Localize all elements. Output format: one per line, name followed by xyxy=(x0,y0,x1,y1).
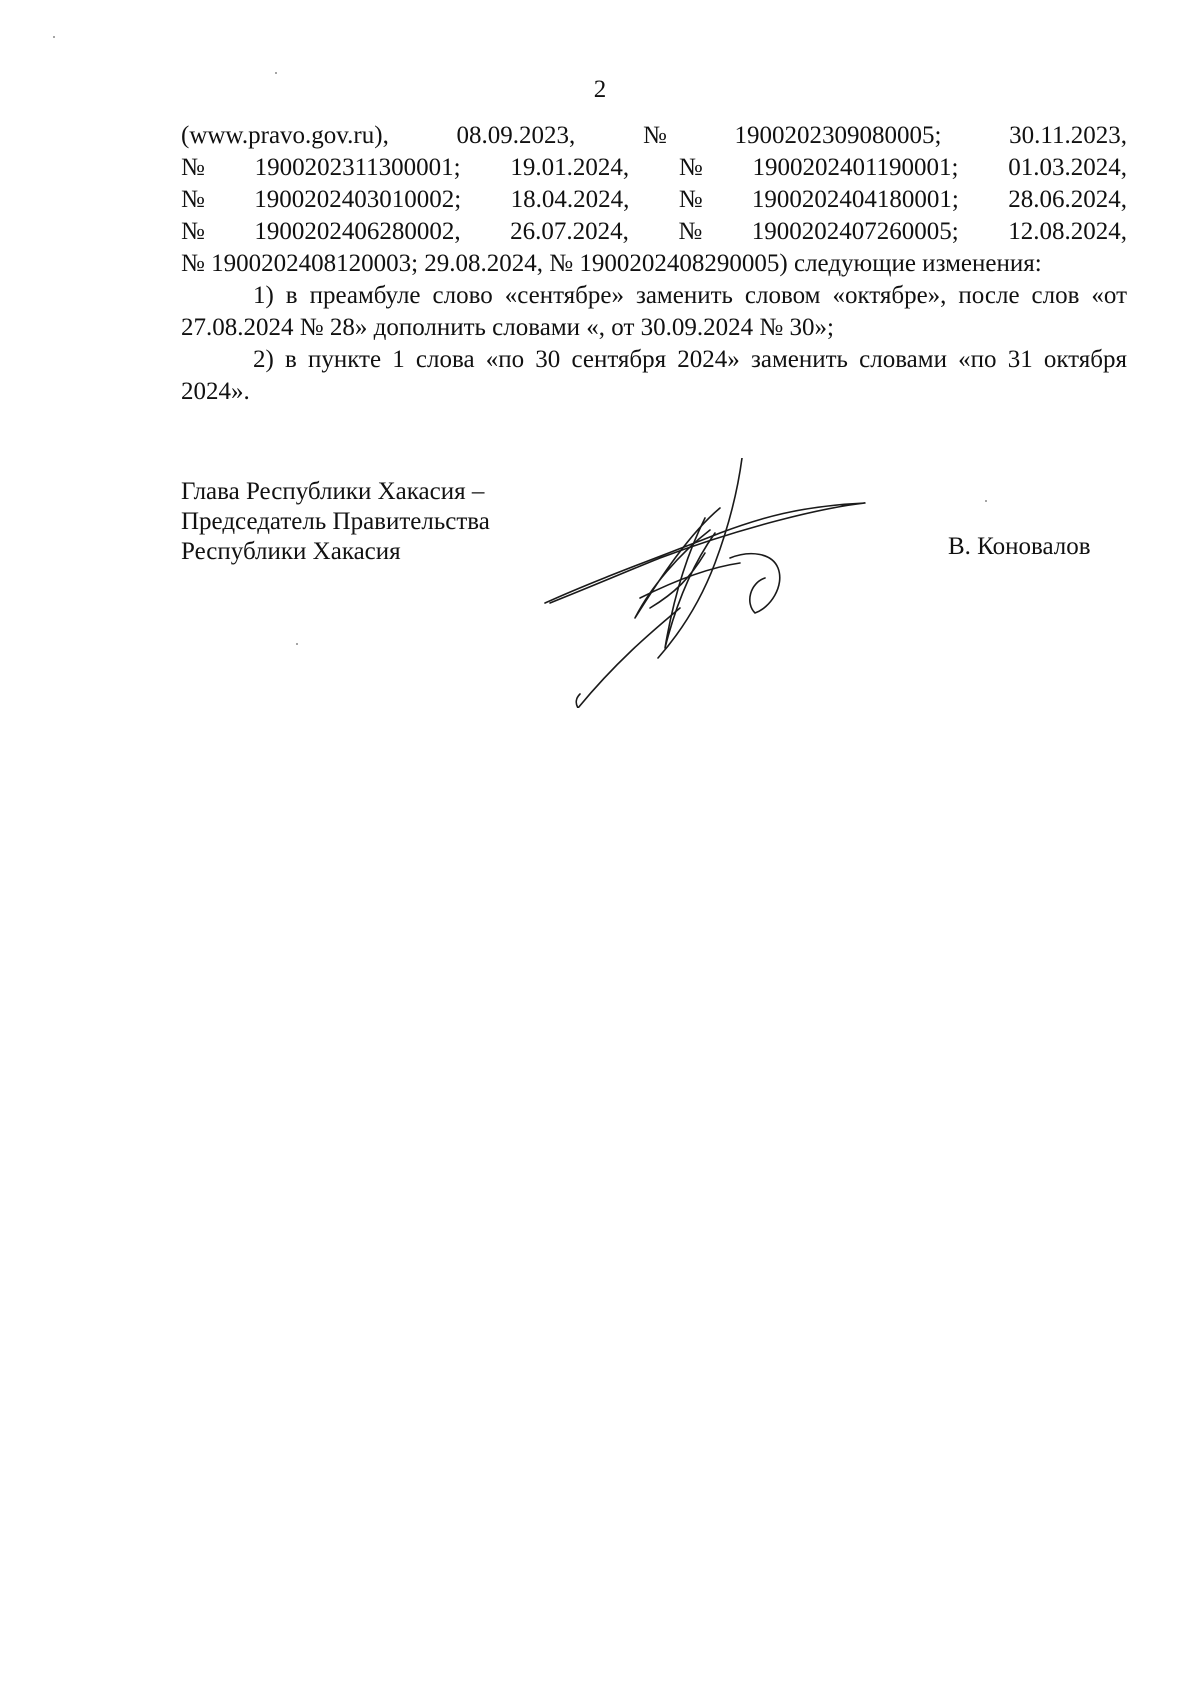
body-line xyxy=(181,216,1127,248)
body-token: 18.04.2024, xyxy=(510,186,630,213)
signatory-title-line: Председатель Правительства xyxy=(181,508,490,535)
amendment-item-1: 1) в преамбуле слово «сентябре» заменить словом «октябре», после слов «от 27.08.2024 № 28» дополнить словами «, от 30.09.2024 № 30»; xyxy=(181,282,1127,341)
scan-speck xyxy=(53,36,55,38)
body-token: № xyxy=(678,186,703,213)
body-token: 1900202311300001; xyxy=(254,154,461,181)
body-token: № xyxy=(678,154,703,181)
body-token: 1900202406280002, xyxy=(254,218,461,245)
scan-speck xyxy=(275,72,277,74)
body-token: 12.08.2024, xyxy=(1008,218,1127,245)
body-token: 1900202404180001; xyxy=(751,186,959,213)
body-line xyxy=(181,152,1127,184)
body-token: 1900202309080005; xyxy=(734,122,942,149)
body-token: 28.06.2024, xyxy=(1008,186,1127,213)
body-token: 19.01.2024, xyxy=(510,154,630,181)
body-token: 30.11.2023, xyxy=(1009,122,1127,149)
body-token: 1900202401190001; xyxy=(752,154,959,181)
page-number: 2 xyxy=(593,76,607,103)
signatory-name: В. Коновалов xyxy=(948,533,1091,560)
body-token: № xyxy=(181,154,205,181)
signatory-title-line: Глава Республики Хакасия – xyxy=(181,478,485,505)
body-token: 08.09.2023, xyxy=(456,122,576,149)
body-line xyxy=(181,120,1127,152)
scan-speck xyxy=(985,500,987,502)
body-token: 26.07.2024, xyxy=(510,218,629,245)
body-token: 01.03.2024, xyxy=(1008,154,1127,181)
signatory-title xyxy=(181,477,490,567)
body-line-last: № 1900202408120003; 29.08.2024, № 1900202408290005) следующие изменения: xyxy=(181,250,1042,277)
document-body xyxy=(181,120,1127,408)
body-token: № xyxy=(642,122,667,149)
body-token: 1900202407260005; xyxy=(751,218,959,245)
signatory-title-line: Республики Хакасия xyxy=(181,538,401,565)
scan-speck xyxy=(296,643,298,645)
body-token: (www.pravo.gov.ru), xyxy=(181,122,389,149)
amendment-item-2: 2) в пункте 1 слова «по 30 сентября 2024» заменить словами «по 31 октября 2024». xyxy=(181,346,1127,405)
body-token: 1900202403010002; xyxy=(254,186,462,213)
body-token: № xyxy=(181,186,205,213)
handwritten-signature xyxy=(540,458,880,708)
body-token: № xyxy=(678,218,703,245)
body-line xyxy=(181,184,1127,216)
body-token: № xyxy=(181,218,205,245)
